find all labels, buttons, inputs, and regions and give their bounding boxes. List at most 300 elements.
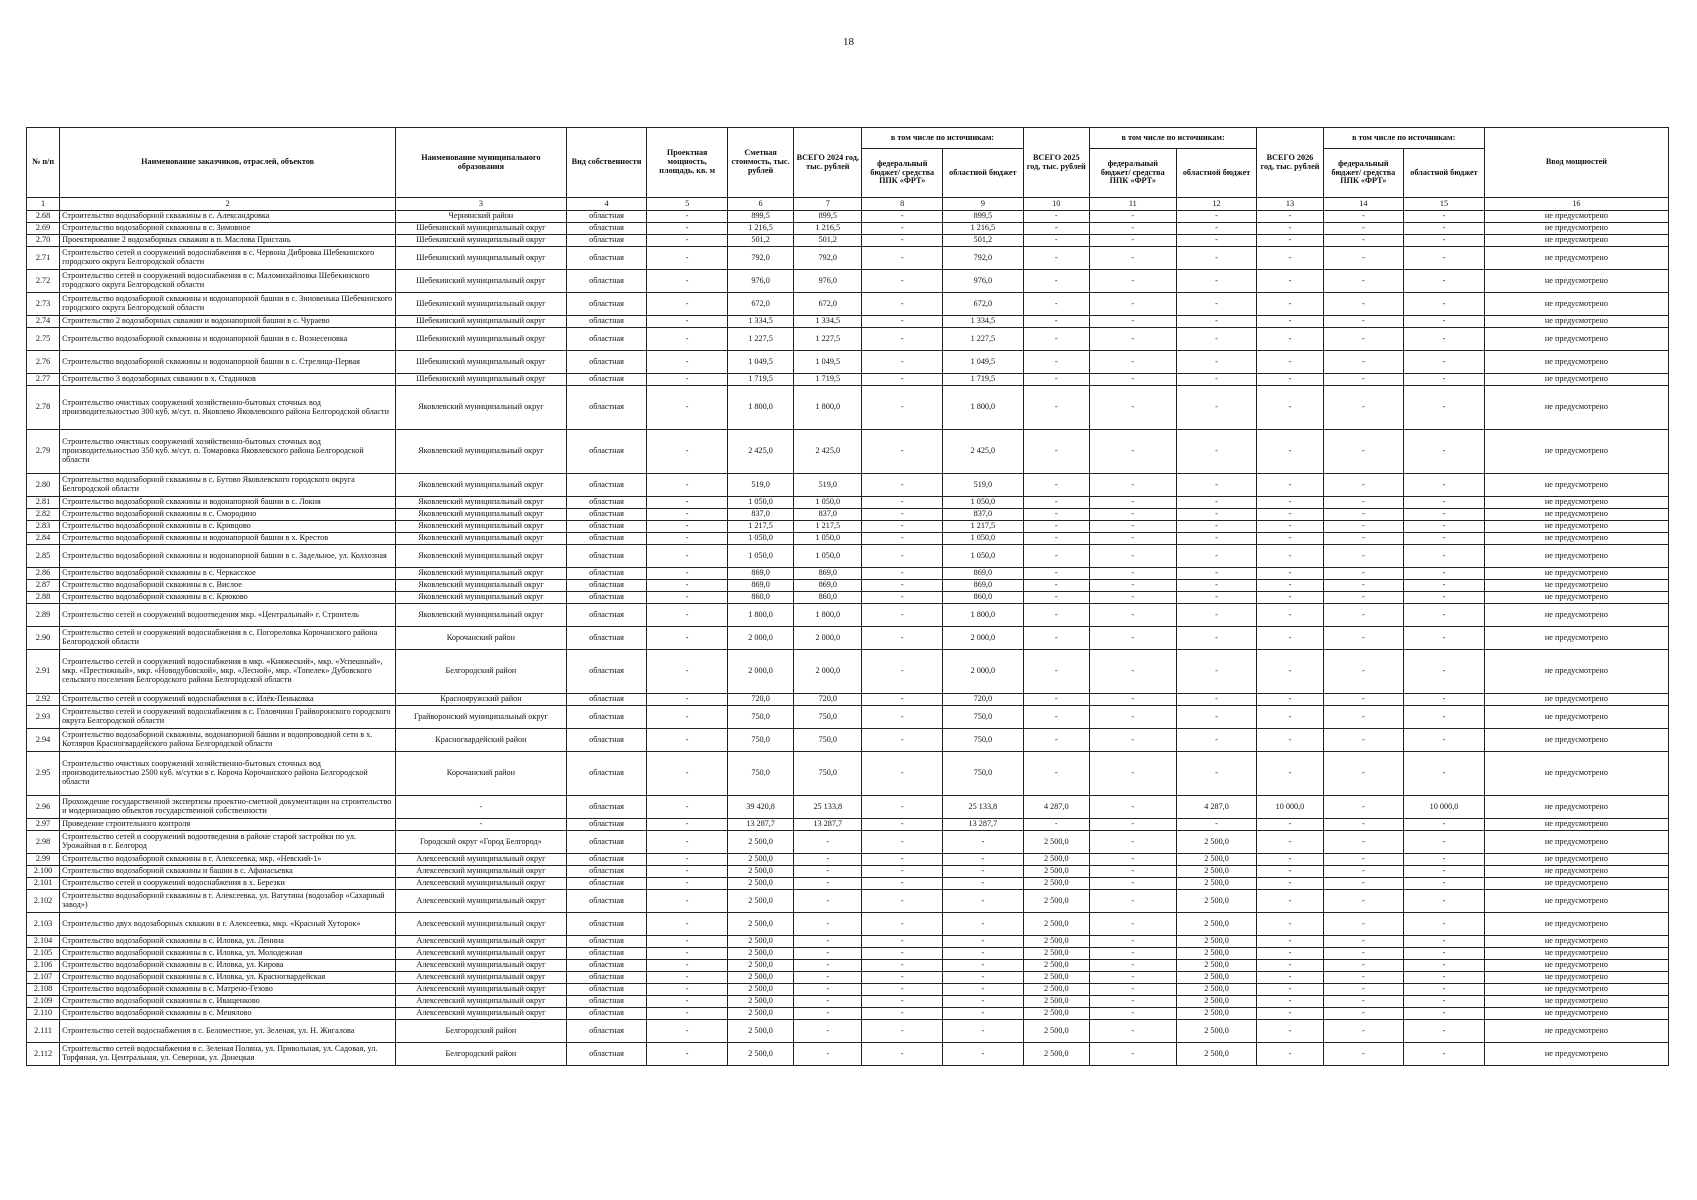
cell-federal-2025: - (1089, 878, 1176, 890)
header-name: Наименование заказчиков, отраслей, объектов (60, 128, 396, 198)
cell-object-name: Строительство сетей и сооружений водоотведения мкр. «Центральный» г. Строитель (60, 604, 396, 627)
cell-federal-2026: - (1323, 866, 1404, 878)
cell-regional-2026: - (1404, 604, 1485, 627)
cell-total-2024: 1 227,5 (794, 328, 862, 351)
cell-total-2026: - (1257, 374, 1323, 386)
cell-regional-2024: 869,0 (943, 568, 1024, 580)
table-row (27, 211, 1669, 223)
cell-federal-2025: - (1089, 533, 1176, 545)
cell-municipality: Алексеевский муниципальный округ (396, 960, 567, 972)
column-number: 1 (27, 198, 60, 211)
cell-total-2026: - (1257, 866, 1323, 878)
table-row (27, 568, 1669, 580)
cell-municipality: Алексеевский муниципальный округ (396, 984, 567, 996)
cell-ownership: областная (566, 374, 647, 386)
cell-total-2025: - (1023, 270, 1089, 293)
cell-regional-2025: - (1176, 430, 1257, 474)
cell-federal-2025: - (1089, 351, 1176, 374)
cell-estimate: 519,0 (727, 474, 793, 497)
cell-regional-2024: - (943, 936, 1024, 948)
cell-regional-2025: - (1176, 627, 1257, 650)
cell-federal-2025: - (1089, 1008, 1176, 1020)
cell-regional-2026: - (1404, 474, 1485, 497)
cell-total-2025: 2 500,0 (1023, 890, 1089, 913)
cell-total-2025: - (1023, 568, 1089, 580)
cell-ownership: областная (566, 1008, 647, 1020)
cell-federal-2025: - (1089, 497, 1176, 509)
header-sources-2026: в том числе по источникам: (1323, 128, 1484, 149)
cell-regional-2025: - (1176, 509, 1257, 521)
cell-regional-2025: 2 500,0 (1176, 960, 1257, 972)
cell-object-name: Строительство водозаборной скважины и башни в с. Афанасьевка (60, 866, 396, 878)
cell-total-2025: 2 500,0 (1023, 1043, 1089, 1066)
cell-federal-2024: - (862, 270, 943, 293)
table-row (27, 996, 1669, 1008)
cell-no: 2.79 (27, 430, 60, 474)
cell-regional-2026: - (1404, 1043, 1485, 1066)
cell-total-2025: - (1023, 509, 1089, 521)
cell-municipality: Яковлевский муниципальный округ (396, 545, 567, 568)
cell-total-2025: - (1023, 706, 1089, 729)
header-total-2026: ВСЕГО 2026 год, тыс. рублей (1257, 128, 1323, 198)
cell-federal-2025: - (1089, 996, 1176, 1008)
cell-federal-2025: - (1089, 890, 1176, 913)
cell-no: 2.80 (27, 474, 60, 497)
cell-no: 2.105 (27, 948, 60, 960)
cell-estimate: 750,0 (727, 729, 793, 752)
cell-total-2025: - (1023, 293, 1089, 316)
cell-capacity: - (647, 386, 728, 430)
cell-regional-2025: - (1176, 521, 1257, 533)
cell-regional-2026: - (1404, 592, 1485, 604)
cell-total-2025: 2 500,0 (1023, 854, 1089, 866)
cell-commissioning: не предусмотрено (1484, 235, 1668, 247)
cell-total-2024: 750,0 (794, 706, 862, 729)
cell-capacity: - (647, 1043, 728, 1066)
cell-total-2024: 869,0 (794, 580, 862, 592)
cell-capacity: - (647, 235, 728, 247)
cell-object-name: Строительство водозаборной скважины в с. Александровка (60, 211, 396, 223)
cell-municipality: Шебекинский муниципальный округ (396, 374, 567, 386)
cell-regional-2024: - (943, 878, 1024, 890)
cell-ownership: областная (566, 223, 647, 235)
cell-commissioning: не предусмотрено (1484, 328, 1668, 351)
cell-object-name: Строительство сетей и сооружений водоснабжения в с. Головчино Грайворонского городского округа Белгородской области (60, 706, 396, 729)
cell-total-2024: - (794, 890, 862, 913)
cell-total-2024: 1 334,5 (794, 316, 862, 328)
cell-regional-2024: - (943, 972, 1024, 984)
cell-regional-2025: 2 500,0 (1176, 984, 1257, 996)
cell-total-2024: 1 217,5 (794, 521, 862, 533)
cell-estimate: 2 500,0 (727, 936, 793, 948)
cell-total-2024: - (794, 960, 862, 972)
table-row (27, 972, 1669, 984)
cell-total-2024: 501,2 (794, 235, 862, 247)
cell-object-name: Строительство сетей и сооружений водоснабжения в х. Березки (60, 878, 396, 890)
cell-estimate: 2 500,0 (727, 948, 793, 960)
cell-regional-2024: 2 425,0 (943, 430, 1024, 474)
cell-total-2026: - (1257, 936, 1323, 948)
table-row (27, 1043, 1669, 1066)
cell-federal-2024: - (862, 972, 943, 984)
cell-federal-2024: - (862, 854, 943, 866)
cell-no: 2.99 (27, 854, 60, 866)
cell-federal-2026: - (1323, 430, 1404, 474)
table-row (27, 247, 1669, 270)
cell-total-2026: - (1257, 509, 1323, 521)
cell-total-2026: - (1257, 1020, 1323, 1043)
cell-object-name: Строительство водозаборной скважины в с. Менялово (60, 1008, 396, 1020)
cell-ownership: областная (566, 604, 647, 627)
cell-municipality: Городской округ «Город Белгород» (396, 831, 567, 854)
cell-total-2024: 750,0 (794, 729, 862, 752)
cell-regional-2024: 13 287,7 (943, 819, 1024, 831)
cell-regional-2024: - (943, 996, 1024, 1008)
cell-total-2026: - (1257, 545, 1323, 568)
cell-regional-2025: - (1176, 351, 1257, 374)
cell-regional-2025: 2 500,0 (1176, 890, 1257, 913)
cell-commissioning: не предусмотрено (1484, 580, 1668, 592)
cell-capacity: - (647, 509, 728, 521)
cell-municipality: Яковлевский муниципальный округ (396, 430, 567, 474)
cell-no: 2.94 (27, 729, 60, 752)
cell-ownership: областная (566, 752, 647, 796)
cell-federal-2026: - (1323, 1008, 1404, 1020)
cell-federal-2025: - (1089, 211, 1176, 223)
cell-ownership: областная (566, 580, 647, 592)
cell-total-2024: 2 425,0 (794, 430, 862, 474)
cell-estimate: 2 500,0 (727, 854, 793, 866)
cell-regional-2024: 1 800,0 (943, 604, 1024, 627)
cell-regional-2026: 10 000,0 (1404, 796, 1485, 819)
cell-regional-2025: 2 500,0 (1176, 1020, 1257, 1043)
cell-federal-2024: - (862, 430, 943, 474)
cell-estimate: 1 719,5 (727, 374, 793, 386)
cell-estimate: 976,0 (727, 270, 793, 293)
cell-federal-2026: - (1323, 1020, 1404, 1043)
cell-total-2025: - (1023, 351, 1089, 374)
cell-estimate: 2 500,0 (727, 1008, 793, 1020)
header-total-2025: ВСЕГО 2025 год, тыс. рублей (1023, 128, 1089, 198)
table-row (27, 374, 1669, 386)
cell-regional-2025: 2 500,0 (1176, 913, 1257, 936)
cell-commissioning: не предусмотрено (1484, 819, 1668, 831)
cell-object-name: Строительство водозаборной скважины в г. Алексеевка, мкр. «Невский-1» (60, 854, 396, 866)
cell-total-2025: - (1023, 374, 1089, 386)
cell-commissioning: не предусмотрено (1484, 996, 1668, 1008)
cell-capacity: - (647, 819, 728, 831)
cell-total-2025: - (1023, 650, 1089, 694)
cell-commissioning: не предусмотрено (1484, 592, 1668, 604)
cell-municipality: - (396, 796, 567, 819)
cell-no: 2.73 (27, 293, 60, 316)
cell-federal-2024: - (862, 878, 943, 890)
cell-federal-2026: - (1323, 211, 1404, 223)
cell-federal-2024: - (862, 604, 943, 627)
cell-federal-2026: - (1323, 316, 1404, 328)
cell-ownership: областная (566, 890, 647, 913)
cell-capacity: - (647, 497, 728, 509)
cell-regional-2024: - (943, 854, 1024, 866)
cell-total-2025: 2 500,0 (1023, 878, 1089, 890)
table-row (27, 223, 1669, 235)
table-row (27, 878, 1669, 890)
cell-federal-2024: - (862, 223, 943, 235)
cell-regional-2025: - (1176, 235, 1257, 247)
cell-total-2025: - (1023, 604, 1089, 627)
header-sources-2024: в том числе по источникам: (862, 128, 1023, 149)
table-row (27, 831, 1669, 854)
cell-federal-2026: - (1323, 890, 1404, 913)
cell-ownership: областная (566, 996, 647, 1008)
cell-federal-2024: - (862, 545, 943, 568)
cell-federal-2025: - (1089, 328, 1176, 351)
cell-total-2025: 2 500,0 (1023, 984, 1089, 996)
cell-regional-2026: - (1404, 568, 1485, 580)
cell-federal-2026: - (1323, 604, 1404, 627)
cell-object-name: Строительство водозаборной скважины в с. Крюково (60, 592, 396, 604)
cell-estimate: 1 800,0 (727, 604, 793, 627)
header-federal-2026: федеральный бюджет/ средства ППК «ФРТ» (1323, 149, 1404, 198)
cell-estimate: 2 500,0 (727, 1043, 793, 1066)
cell-federal-2026: - (1323, 650, 1404, 694)
cell-federal-2024: - (862, 474, 943, 497)
cell-federal-2024: - (862, 1043, 943, 1066)
cell-total-2025: - (1023, 497, 1089, 509)
cell-federal-2025: - (1089, 247, 1176, 270)
cell-regional-2024: 1 719,5 (943, 374, 1024, 386)
cell-federal-2026: - (1323, 729, 1404, 752)
cell-regional-2024: 792,0 (943, 247, 1024, 270)
header-estimate: Сметная стоимость, тыс. рублей (727, 128, 793, 198)
cell-object-name: Строительство водозаборной скважины, водонапорной башни и водопроводной сети в х. Котляров Красногвардейского района Белгородской области (60, 729, 396, 752)
cell-federal-2025: - (1089, 374, 1176, 386)
cell-municipality: Краснояружский район (396, 694, 567, 706)
cell-federal-2026: - (1323, 960, 1404, 972)
header-total-2024: ВСЕГО 2024 год, тыс. рублей (794, 128, 862, 198)
cell-estimate: 860,0 (727, 592, 793, 604)
cell-estimate: 2 500,0 (727, 972, 793, 984)
cell-regional-2026: - (1404, 211, 1485, 223)
cell-regional-2026: - (1404, 706, 1485, 729)
cell-regional-2024: 1 049,5 (943, 351, 1024, 374)
cell-regional-2026: - (1404, 351, 1485, 374)
cell-federal-2025: - (1089, 1043, 1176, 1066)
cell-federal-2025: - (1089, 223, 1176, 235)
cell-no: 2.91 (27, 650, 60, 694)
cell-estimate: 792,0 (727, 247, 793, 270)
cell-ownership: областная (566, 878, 647, 890)
cell-regional-2024: - (943, 890, 1024, 913)
header-capacity: Проектная мощность, площадь, кв. м (647, 128, 728, 198)
cell-federal-2026: - (1323, 996, 1404, 1008)
cell-object-name: Строительство водозаборной скважины и водонапорной башни в с. Локня (60, 497, 396, 509)
header-regional-2025: областной бюджет (1176, 149, 1257, 198)
column-number: 13 (1257, 198, 1323, 211)
cell-federal-2026: - (1323, 706, 1404, 729)
cell-total-2026: - (1257, 604, 1323, 627)
cell-total-2025: - (1023, 521, 1089, 533)
cell-regional-2024: 672,0 (943, 293, 1024, 316)
cell-total-2024: - (794, 948, 862, 960)
cell-regional-2024: 25 133,8 (943, 796, 1024, 819)
table-row (27, 235, 1669, 247)
cell-ownership: областная (566, 235, 647, 247)
cell-total-2026: - (1257, 270, 1323, 293)
cell-commissioning: не предусмотрено (1484, 831, 1668, 854)
cell-total-2026: - (1257, 580, 1323, 592)
cell-total-2026: - (1257, 890, 1323, 913)
cell-total-2025: - (1023, 592, 1089, 604)
cell-regional-2026: - (1404, 729, 1485, 752)
cell-regional-2025: 2 500,0 (1176, 1043, 1257, 1066)
cell-federal-2025: - (1089, 948, 1176, 960)
cell-commissioning: не предусмотрено (1484, 1008, 1668, 1020)
cell-federal-2025: - (1089, 627, 1176, 650)
cell-capacity: - (647, 270, 728, 293)
column-number: 11 (1089, 198, 1176, 211)
cell-regional-2024: 1 050,0 (943, 533, 1024, 545)
cell-total-2025: - (1023, 223, 1089, 235)
cell-total-2024: 899,5 (794, 211, 862, 223)
table-row (27, 960, 1669, 972)
cell-commissioning: не предусмотрено (1484, 351, 1668, 374)
cell-capacity: - (647, 650, 728, 694)
cell-federal-2025: - (1089, 293, 1176, 316)
cell-estimate: 1 050,0 (727, 533, 793, 545)
cell-capacity: - (647, 568, 728, 580)
cell-total-2026: - (1257, 293, 1323, 316)
cell-regional-2024: 1 800,0 (943, 386, 1024, 430)
cell-commissioning: не предусмотрено (1484, 960, 1668, 972)
cell-federal-2026: - (1323, 936, 1404, 948)
cell-regional-2025: - (1176, 694, 1257, 706)
cell-municipality: Корочанский район (396, 752, 567, 796)
cell-federal-2025: - (1089, 752, 1176, 796)
cell-estimate: 2 500,0 (727, 960, 793, 972)
cell-commissioning: не предусмотрено (1484, 913, 1668, 936)
cell-municipality: Шебекинский муниципальный округ (396, 293, 567, 316)
cell-total-2025: 2 500,0 (1023, 866, 1089, 878)
cell-regional-2024: 501,2 (943, 235, 1024, 247)
header-commissioning: Ввод мощностей (1484, 128, 1668, 198)
cell-federal-2025: - (1089, 650, 1176, 694)
cell-regional-2026: - (1404, 936, 1485, 948)
cell-total-2026: - (1257, 521, 1323, 533)
cell-no: 2.68 (27, 211, 60, 223)
cell-estimate: 2 500,0 (727, 913, 793, 936)
cell-federal-2026: - (1323, 270, 1404, 293)
cell-ownership: областная (566, 960, 647, 972)
cell-no: 2.106 (27, 960, 60, 972)
cell-commissioning: не предусмотрено (1484, 430, 1668, 474)
cell-regional-2024: 1 050,0 (943, 545, 1024, 568)
cell-capacity: - (647, 854, 728, 866)
cell-federal-2024: - (862, 960, 943, 972)
cell-total-2026: - (1257, 913, 1323, 936)
cell-regional-2024: - (943, 960, 1024, 972)
cell-object-name: Строительство сетей и сооружений водоотведения в районе старой застройки по ул. Урожайная в г. Белгород (60, 831, 396, 854)
cell-commissioning: не предусмотрено (1484, 796, 1668, 819)
cell-regional-2024: - (943, 984, 1024, 996)
cell-regional-2025: - (1176, 474, 1257, 497)
cell-total-2024: 519,0 (794, 474, 862, 497)
cell-federal-2026: - (1323, 293, 1404, 316)
cell-total-2025: - (1023, 247, 1089, 270)
header-sources-2025: в том числе по источникам: (1089, 128, 1257, 149)
cell-regional-2026: - (1404, 819, 1485, 831)
cell-federal-2024: - (862, 247, 943, 270)
table-row (27, 474, 1669, 497)
cell-estimate: 2 500,0 (727, 831, 793, 854)
cell-no: 2.78 (27, 386, 60, 430)
cell-no: 2.85 (27, 545, 60, 568)
cell-capacity: - (647, 729, 728, 752)
cell-regional-2024: 837,0 (943, 509, 1024, 521)
cell-municipality: Шебекинский муниципальный округ (396, 270, 567, 293)
cell-federal-2025: - (1089, 568, 1176, 580)
cell-regional-2026: - (1404, 580, 1485, 592)
cell-commissioning: не предусмотрено (1484, 386, 1668, 430)
cell-total-2024: - (794, 1008, 862, 1020)
cell-estimate: 2 000,0 (727, 627, 793, 650)
cell-regional-2026: - (1404, 235, 1485, 247)
cell-federal-2026: - (1323, 533, 1404, 545)
cell-regional-2025: - (1176, 374, 1257, 386)
cell-federal-2024: - (862, 211, 943, 223)
table-row (27, 729, 1669, 752)
cell-federal-2025: - (1089, 521, 1176, 533)
cell-ownership: областная (566, 1020, 647, 1043)
cell-total-2024: 869,0 (794, 568, 862, 580)
cell-capacity: - (647, 960, 728, 972)
column-number: 9 (943, 198, 1024, 211)
cell-estimate: 672,0 (727, 293, 793, 316)
cell-municipality: Яковлевский муниципальный округ (396, 509, 567, 521)
cell-federal-2026: - (1323, 521, 1404, 533)
cell-no: 2.110 (27, 1008, 60, 1020)
cell-total-2024: 13 287,7 (794, 819, 862, 831)
cell-total-2025: - (1023, 316, 1089, 328)
cell-federal-2024: - (862, 984, 943, 996)
column-number: 16 (1484, 198, 1668, 211)
cell-federal-2025: - (1089, 866, 1176, 878)
cell-ownership: областная (566, 211, 647, 223)
cell-estimate: 869,0 (727, 580, 793, 592)
cell-commissioning: не предусмотрено (1484, 1020, 1668, 1043)
column-number: 10 (1023, 198, 1089, 211)
cell-no: 2.86 (27, 568, 60, 580)
table-row (27, 819, 1669, 831)
cell-estimate: 750,0 (727, 752, 793, 796)
cell-regional-2025: 2 500,0 (1176, 996, 1257, 1008)
cell-regional-2024: - (943, 831, 1024, 854)
cell-federal-2025: - (1089, 936, 1176, 948)
cell-capacity: - (647, 211, 728, 223)
cell-total-2025: - (1023, 580, 1089, 592)
cell-no: 2.70 (27, 235, 60, 247)
cell-regional-2025: - (1176, 247, 1257, 270)
cell-ownership: областная (566, 650, 647, 694)
cell-commissioning: не предусмотрено (1484, 729, 1668, 752)
cell-total-2026: - (1257, 984, 1323, 996)
cell-object-name: Строительство водозаборной скважины в с. Иловка, ул. Кирова (60, 960, 396, 972)
cell-total-2024: 672,0 (794, 293, 862, 316)
cell-total-2026: - (1257, 430, 1323, 474)
cell-total-2025: - (1023, 533, 1089, 545)
cell-federal-2026: - (1323, 592, 1404, 604)
cell-federal-2024: - (862, 521, 943, 533)
